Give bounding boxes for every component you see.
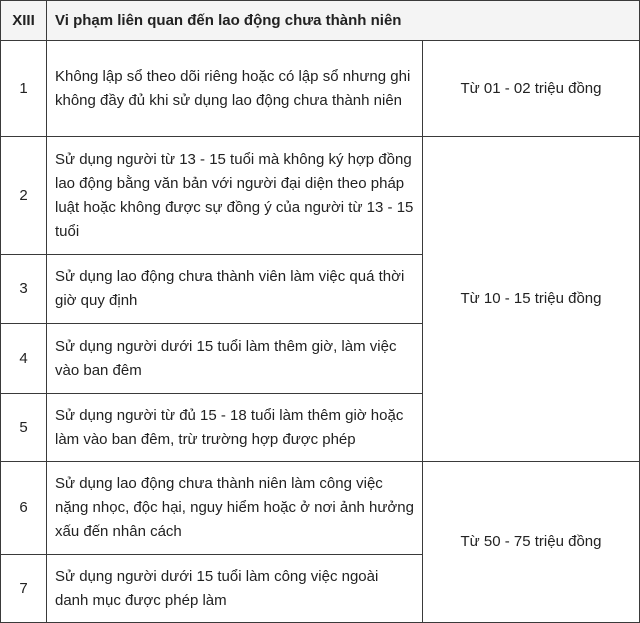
table-row <box>1 462 640 555</box>
row-number: 1 <box>1 41 47 137</box>
violation-description: Không lập sổ theo dõi riêng hoặc có lập sổ nhưng ghi không đầy đủ khi sử dụng lao động chưa thành niên <box>47 41 423 137</box>
row-number: 3 <box>1 255 47 324</box>
violation-description: Sử dụng người dưới 15 tuổi làm thêm giờ, làm việc vào ban đêm <box>47 324 423 394</box>
row-number: 4 <box>1 324 47 394</box>
violation-description: Sử dụng người từ 13 - 15 tuổi mà không ký hợp đồng lao động bằng văn bản với người đại diện theo pháp luật hoặc không được sự đồng ý của người từ 13 - 15 tuổi <box>47 137 423 255</box>
section-title: Vi phạm liên quan đến lao động chưa thành niên <box>47 1 640 41</box>
row-number: 7 <box>1 555 47 623</box>
table-header-row <box>1 1 640 41</box>
row-number: 6 <box>1 462 47 555</box>
table-row <box>1 137 640 255</box>
fine-amount: Từ 50 - 75 triệu đồng <box>423 462 640 623</box>
violation-description: Sử dụng người dưới 15 tuổi làm công việc ngoài danh mục được phép làm <box>47 555 423 623</box>
violation-description: Sử dụng lao động chưa thành viên làm việc quá thời giờ quy định <box>47 255 423 324</box>
violation-description: Sử dụng lao động chưa thành niên làm công việc nặng nhọc, độc hại, nguy hiểm hoặc ở nơi ảnh hưởng xấu đến nhân cách <box>47 462 423 555</box>
table-row <box>1 41 640 137</box>
row-number: 2 <box>1 137 47 255</box>
fine-amount: Từ 01 - 02 triệu đồng <box>423 41 640 137</box>
fine-amount: Từ 10 - 15 triệu đồng <box>423 137 640 462</box>
row-number: 5 <box>1 394 47 462</box>
violation-description: Sử dụng người từ đủ 15 - 18 tuổi làm thêm giờ hoặc làm vào ban đêm, trừ trường hợp được phép <box>47 394 423 462</box>
section-number: XIII <box>1 1 47 41</box>
